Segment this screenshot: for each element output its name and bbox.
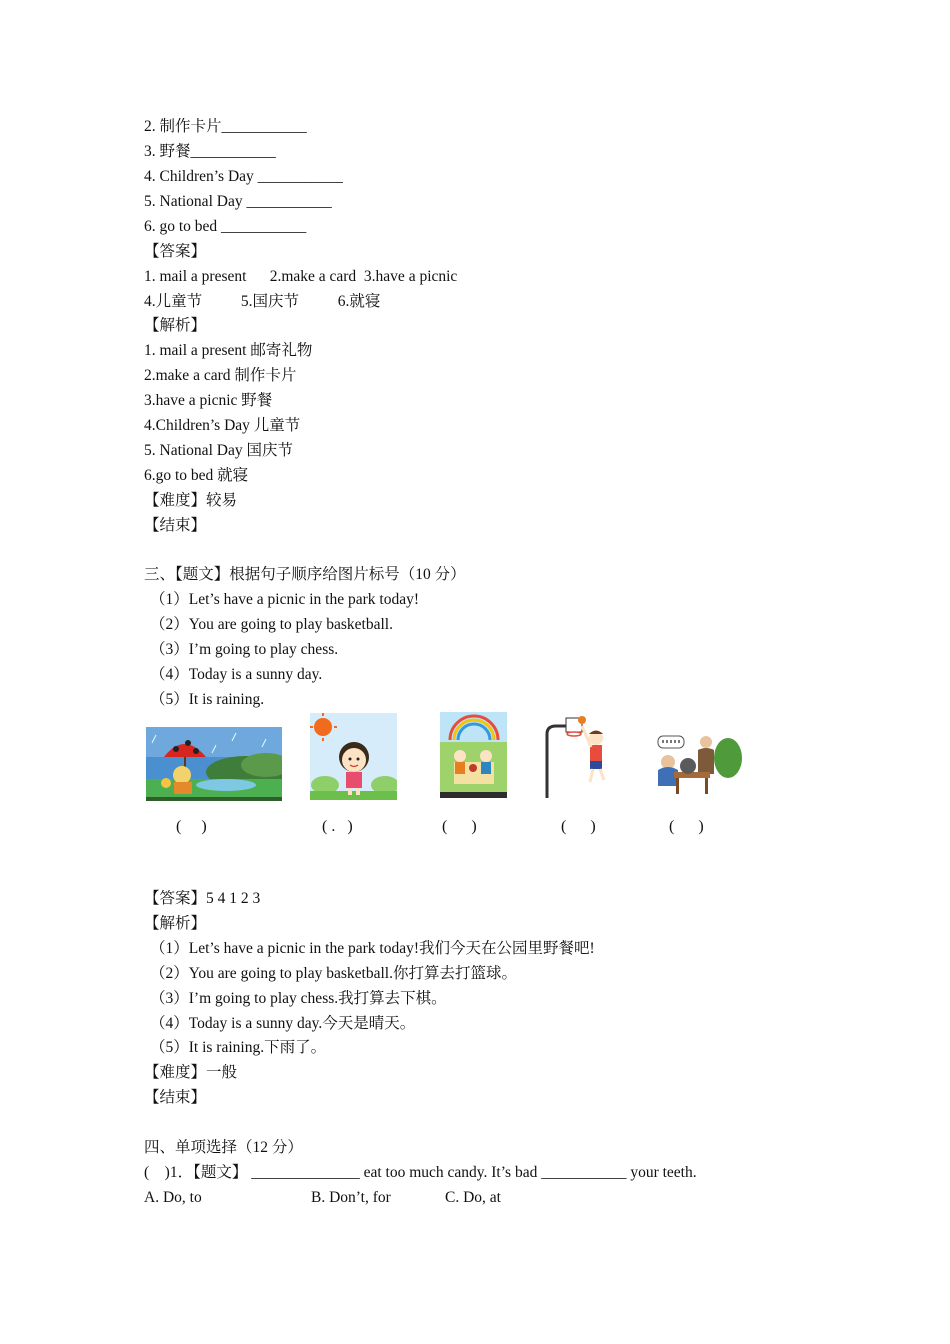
item-5: 5. National Day ___________ bbox=[144, 193, 332, 210]
end-marker: 【结束】 bbox=[144, 1089, 207, 1106]
option-b[interactable]: B. Don’t, for bbox=[311, 1189, 391, 1206]
analysis-line: 6.go to bed 就寝 bbox=[144, 467, 249, 484]
analysis-line: （1）Let’s have a picnic in the park today!我们今天在公园里野餐吧! bbox=[150, 940, 595, 957]
analysis-line: 2.make a card 制作卡片 bbox=[144, 367, 297, 384]
end-marker: 【结束】 bbox=[144, 517, 207, 534]
analysis-line: （5）It is raining.下雨了。 bbox=[150, 1039, 327, 1056]
difficulty: 【难度】一般 bbox=[144, 1064, 238, 1081]
analysis-line: （3）I’m going to play chess.我打算去下棋。 bbox=[150, 990, 447, 1007]
option-a[interactable]: A. Do, to bbox=[144, 1189, 202, 1206]
section-title: 三、【题文】根据句子顺序给图片标号（10 分） bbox=[144, 566, 466, 583]
basketball-icon bbox=[544, 712, 616, 798]
picture-answer-paren[interactable]: ( ) bbox=[442, 818, 477, 835]
item-6: 6. go to bed ___________ bbox=[144, 218, 307, 235]
answer-line-1: 1. mail a present 2.make a card 3.have a picnic bbox=[144, 268, 458, 285]
sentence: （2）You are going to play basketball. bbox=[150, 616, 393, 633]
picture-answer-paren[interactable]: ( ) bbox=[561, 818, 596, 835]
analysis-label: 【解析】 bbox=[144, 317, 207, 334]
analysis-line: 5. National Day 国庆节 bbox=[144, 442, 293, 459]
picnic-icon bbox=[440, 712, 507, 798]
answer-line-2: 4.儿童节 5.国庆节 6.就寝 bbox=[144, 293, 381, 310]
chess-icon bbox=[644, 728, 742, 796]
analysis-line: （2）You are going to play basketball.你打算去打篮球。 bbox=[150, 965, 517, 982]
answer-label: 【答案】5 4 1 2 3 bbox=[144, 890, 261, 907]
picture-answer-paren[interactable]: ( ) bbox=[176, 818, 207, 835]
picture-answer-paren[interactable]: ( . ) bbox=[322, 818, 353, 835]
picture-answer-paren[interactable]: ( ) bbox=[669, 818, 704, 835]
sunny-girl-icon bbox=[310, 713, 397, 800]
analysis-label: 【解析】 bbox=[144, 915, 207, 932]
sentence: （3）I’m going to play chess. bbox=[150, 641, 339, 658]
item-4: 4. Children’s Day ___________ bbox=[144, 168, 343, 185]
answer-label: 【答案】 bbox=[144, 243, 207, 260]
analysis-line: 1. mail a present 邮寄礼物 bbox=[144, 342, 313, 359]
item-2: 2. 制作卡片___________ bbox=[144, 118, 307, 135]
section-title: 四、单项选择（12 分） bbox=[144, 1139, 303, 1156]
question-1: ( )1．【题文】 ______________ eat too much candy. It’s bad ___________ your teeth. bbox=[144, 1164, 697, 1181]
item-3: 3. 野餐___________ bbox=[144, 143, 276, 160]
analysis-line: 4.Children’s Day 儿童节 bbox=[144, 417, 301, 434]
sentence: （1）Let’s have a picnic in the park today! bbox=[150, 591, 420, 608]
option-c[interactable]: C. Do, at bbox=[445, 1189, 501, 1206]
analysis-line: 3.have a picnic 野餐 bbox=[144, 392, 273, 409]
difficulty: 【难度】较易 bbox=[144, 492, 238, 509]
analysis-line: （4）Today is a sunny day.今天是晴天。 bbox=[150, 1015, 416, 1032]
rain-scene-icon bbox=[146, 727, 282, 801]
sentence: （5）It is raining. bbox=[150, 691, 265, 708]
sentence: （4）Today is a sunny day. bbox=[150, 666, 323, 683]
